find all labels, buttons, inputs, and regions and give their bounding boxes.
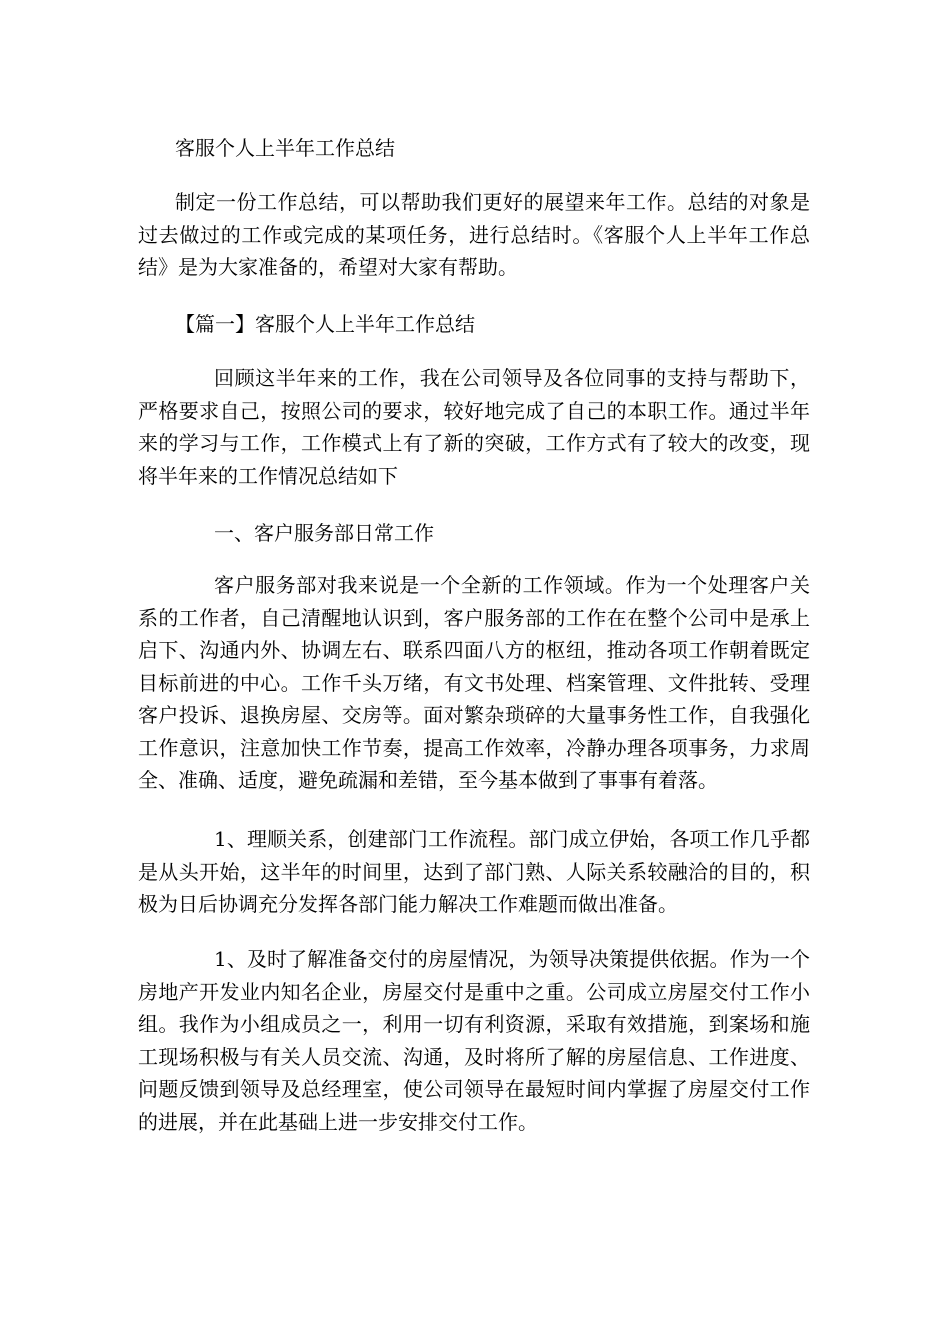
body-paragraph: 客户服务部对我来说是一个全新的工作领域。作为一个处理客户关系的工作者，自己清醒地认识到，客户服务部的工作在在整个公司中是承上启下、沟通内外、协调左右、联系四面八方的枢纽，推动各项工作朝着既定目标前进的中心。工作千头万绪，有文书处理、档案管理、文件批转、受理客户投诉、退换房屋、交房等。面对繁杂琐碎的大量事务性工作，自我强化工作意识，注意加快工作节奏，提高工作效率，冷静办理各项事务，力求周全、准确、适度，避免疏漏和差错，至今基本做到了事事有着落。 [138,573,810,792]
document-title: 客服个人上半年工作总结 [175,136,395,160]
intro-paragraph: 制定一份工作总结，可以帮助我们更好的展望来年工作。总结的对象是过去做过的工作或完成的某项任务，进行总结时。《客服个人上半年工作总结》是为大家准备的，希望对大家有帮助。 [138,190,810,279]
subheading-daily-work: 一、客户服务部日常工作 [214,521,434,545]
body-paragraph: 1、理顺关系，创建部门工作流程。部门成立伊始，各项工作几乎都是从头开始，这半年的时间里，达到了部门熟、人际关系较融洽的目的，积极为日后协调充分发挥各部门能力解决工作难题而做出准备。 [138,827,810,916]
review-paragraph: 回顾这半年来的工作，我在公司领导及各位同事的支持与帮助下，严格要求自己，按照公司的要求，较好地完成了自己的本职工作。通过半年来的学习与工作，工作模式上有了新的突破，工作方式有了较大的改变，现将半年来的工作情况总结如下 [138,366,810,488]
body-paragraph: 1、及时了解准备交付的房屋情况，为领导决策提供依据。作为一个房地产开发业内知名企业，房屋交付是重中之重。公司成立房屋交付工作小组。我作为小组成员之一，利用一切有利资源，采取有效措施，到案场和施工现场积极与有关人员交流、沟通，及时将所了解的房屋信息、工作进度、问题反馈到领导及总经理室，使公司领导在最短时间内掌握了房屋交付工作的进展，并在此基础上进一步安排交付工作。 [138,947,810,1134]
section-header: 【篇一】客服个人上半年工作总结 [175,312,475,336]
